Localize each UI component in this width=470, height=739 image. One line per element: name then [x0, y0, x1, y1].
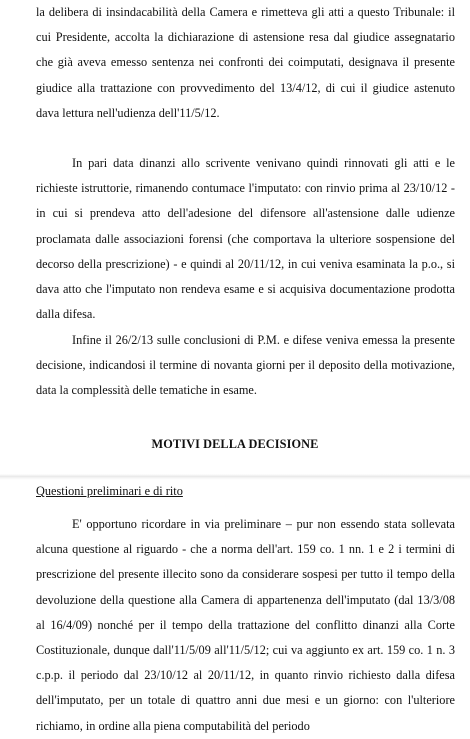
- paragraph-4: E' opportuno ricordare in via preliminare – pur non essendo stata sollevata alcuna questione al riguardo - che a norma dell'art. 159 co. 1 nn. 1 e 2 i termini di prescrizione del presente illecito sono da considerare sospesi per tutto il tempo della devoluzione della questione alla Camera di appartenenza dell'imputato (dal 13/3/08 al 16/4/09) nonché per il tempo della trattazione del conflitto dinanzi alla Corte Costituzionale, dunque dall'11/5/09 all'11/5/12; cui va aggiunto ex art. 159 co. 1 n. 3 c.p.p. il periodo dal 23/10/12 al 20/11/12, in quanto rinvio richiesto dalla difesa dell'imputato, per un totale di quattro anni due mesi e un giorno: con l'ulteriore richiamo, in ordine alla piena computabilità del periodo: [36, 517, 455, 733]
- subheading: Questioni preliminari e di rito: [36, 484, 183, 498]
- section-heading: MOTIVI DELLA DECISIONE: [151, 437, 319, 451]
- paragraph-1: la delibera di insindacabilità della Camera e rimetteva gli atti a questo Tribunale: il cui Presidente, accolta la dichiarazione di astensione resa dal giudice assegnatario che già aveva emesso sentenza nei confronti dei coimputati, designava il presente giudice alla trattazione con provvedimento del 13/4/12, di cui il giudice astenuto dava lettura nell'udienza dell'11/5/12.: [36, 5, 455, 120]
- paragraph-2: In pari data dinanzi allo scrivente venivano quindi rinnovati gli atti e le richieste istruttorie, rimanendo contumace l'imputato: con rinvio prima al 23/10/12 - in cui si prendeva atto dell'adesione del difensore all'astensione dalle udienze proclamata dalle associazioni forensi (che comportava la ulteriore sospensione del decorso della prescrizione) - e quindi al 20/11/12, in cui veniva esaminata la p.o., si dava atto che l'imputato non rendeva esame e si acquisiva documentazione prodotta dalla difesa.: [36, 156, 455, 322]
- paragraph-3: Infine il 26/2/13 sulle conclusioni di P.M. e difese veniva emessa la presente decisione, indicandosi il termine di novanta giorni per il deposito della motivazione, data la complessità delle tematiche in esame.: [36, 333, 455, 398]
- scan-seam: [0, 474, 470, 480]
